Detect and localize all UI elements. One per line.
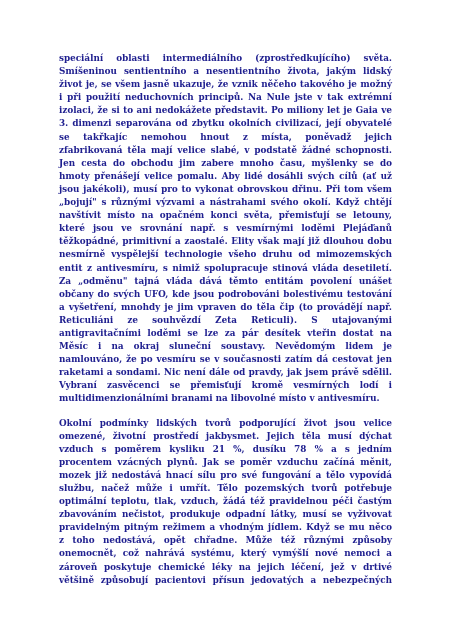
paragraph-1 [59, 53, 392, 407]
text-line: izolaci, že si to ani nedokážete představit. Po miliony let je Gaia ve [59, 106, 392, 117]
text-line: optimální teplotu, tlak, vzduch, žádá též pravidelnou péči častým [59, 497, 392, 508]
text-line: nesmírně vyspělejší technologie všeho druhu od mimozemských [59, 250, 392, 261]
text-line: namlouváno, že po vesmíru se v současnosti zatím dá cestovat jen [59, 355, 392, 366]
text-line: zfabrikovaná těla mají velice slabé, v podstatě žádné schopnosti. [59, 145, 392, 156]
paragraph-gap [59, 407, 392, 418]
text-line: těžkopádné, primitivní a zaostalé. Elity však mají již dlouhou dobu [59, 237, 392, 248]
text-line: i při použití neduchovních principů. Na Nule jste v tak extrémní [59, 93, 392, 104]
text-line: z toho nedostává, opět chřadne. Může též různými způsoby [59, 536, 392, 547]
text-line: zbavováním nečistot, produkuje odpadní látky, musí se vyživovat [59, 510, 392, 521]
text-line: „bojují" s různými výzvami a nástrahami svého okolí. Když chtějí [59, 198, 392, 209]
text-line: multidimenzionálními branami na libovolné místo v antivesmíru. [59, 394, 380, 405]
text-line: speciální oblasti intermediálního (zprostředkujícího) světa. [59, 54, 392, 64]
text-line: život je, se všem jasně ukazuje, že vznik něčeho takového je možný [59, 80, 392, 91]
text-line: které jsou ve srovnání např. s vesmírnými loděmi Plejáďanů [59, 224, 392, 235]
text-line: 3. dimenzi separována od zbytku okolních civilizací, její obyvatelé [59, 119, 392, 130]
text-line: raketami a sondami. Nic není dále od pravdy, jak jsem právě sdělil. [59, 368, 392, 379]
text-line: Za „odměnu" tajná vláda dává těmto entitám povolení unášet [59, 276, 392, 287]
text-line: procentem vzácných plynů. Jak se poměr vzduchu začíná měnit, [59, 457, 392, 468]
text-line: a vyšetření, mnohdy je jim vpraven do těla čip (to provádějí např. [59, 302, 392, 313]
text-line: vzduch s poměrem kysliku 21 %, dusíku 78 % a s jedním [59, 444, 392, 455]
text-line: Smíšeninou sentientního a nesentientního života, jakým lidský [59, 67, 392, 78]
text-line: Reticuliáni ze souhvězdí Zeta Reticuli). S utajovanými [59, 315, 392, 326]
text-line: službu, načež může i umřít. Tělo pozemských tvorů potřebuje [59, 484, 392, 494]
text-line: zároveň poskytuje chemické léky na jejich léčení, jež v drtivé [59, 562, 392, 573]
text-line: antigravitačními loděmi se lze za pár desítek vteřin dostat na [59, 328, 392, 339]
text-line: Měsíc i na okraj sluneční soustavy. Nevědomým lidem je [59, 342, 392, 353]
text-line: omezené, životní prostředí jakbysmet. Jejich těla musí dýchat [59, 431, 392, 442]
text-line: navštívit místo na opačném konci světa, přemisťují se letouny, [59, 211, 392, 222]
text-line: entit z antivesmíru, s nimiž spolupracuje stinová vláda desetiletí. [59, 263, 392, 274]
text-line: většině způsobují pacientovi přísun jedovatých a nebezpečných [59, 575, 392, 586]
text-line: pravidelným pitným režimem a vhodným jídlem. Když se mu něco [59, 523, 392, 534]
text-line: mozek již nedostává hnací sílu pro své fungování a tělo vypovídá [59, 470, 392, 481]
text-line: se takřkajíc nemohou hnout z místa, poněvadž jejich [59, 132, 392, 143]
text-line: Okolní podmínky lidských tvorů podporující život jsou velice [59, 418, 392, 429]
text-line: občany do svých UFO, kde jsou podrobováni bolestivému testování [59, 289, 392, 300]
text-line: jsou jakékoli), musí pro to vykonat obrovskou dřinu. Při tom všem [59, 184, 392, 195]
text-line: onemocnět, což nahrává systému, který vymýšlí nové nemoci a [59, 549, 392, 560]
text-line: hmoty přenášejí velice pomalu. Aby lidé dosáhli svých cílů (ať už [59, 171, 392, 182]
text-line: Vybraní zasvěcenci se přemisťují kromě vesmírných lodí i [59, 381, 392, 392]
paragraph-2 [59, 418, 392, 588]
text-line: Jen cesta do obchodu jim zabere mnoho času, myšlenky se do [59, 158, 392, 169]
